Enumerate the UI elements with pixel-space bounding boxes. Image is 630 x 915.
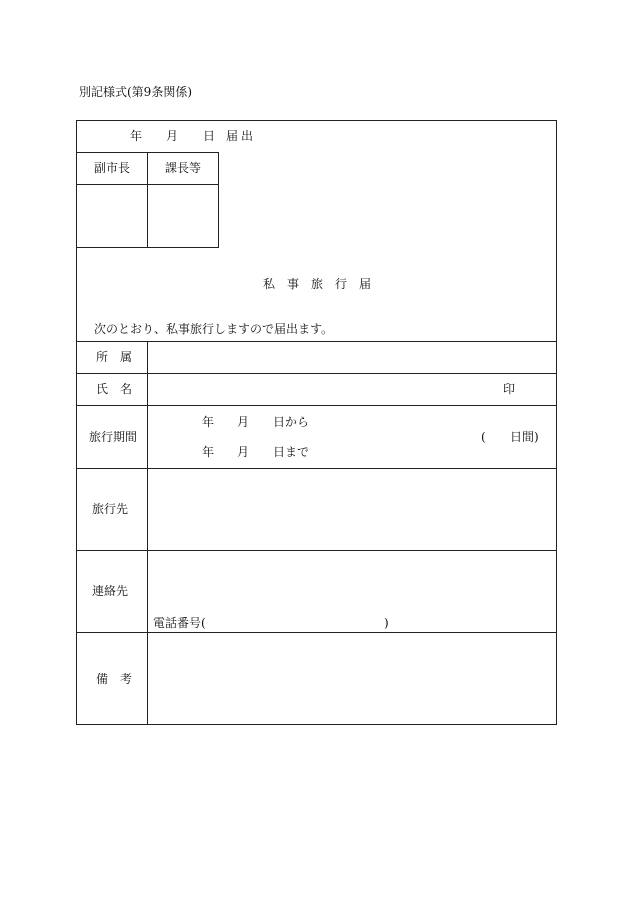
destination-field[interactable] <box>148 469 556 550</box>
frame-bottom <box>76 724 557 725</box>
approval-section-chief-label: 課長等 <box>165 161 202 175</box>
period-days-open-paren: ( <box>481 430 486 444</box>
period-to-month: 月 <box>237 445 250 459</box>
contact-label: 連絡先 <box>92 584 129 598</box>
name-field[interactable] <box>148 374 556 405</box>
header-month-label: 月 <box>166 129 179 143</box>
period-from-month: 月 <box>237 415 250 429</box>
phone-number-field[interactable] <box>210 614 380 630</box>
travel-period-label: 旅行期間 <box>89 430 138 444</box>
remarks-label: 備 考 <box>96 672 133 686</box>
period-days-label: 日間) <box>510 430 539 444</box>
approval-line-right <box>218 152 219 248</box>
name-label: 氏 名 <box>96 382 133 396</box>
frame-top <box>76 120 557 121</box>
seal-mark: 印 <box>503 382 516 396</box>
period-from-suffix: 日から <box>273 415 310 429</box>
header-day-label: 日 <box>203 129 216 143</box>
period-from-year: 年 <box>202 415 215 429</box>
period-to-year: 年 <box>202 445 215 459</box>
destination-label: 旅行先 <box>92 502 129 516</box>
header-year-label: 年 <box>130 129 143 143</box>
form-caption: 別記様式(第9条関係) <box>79 85 192 99</box>
travel-period-field[interactable] <box>148 406 556 468</box>
affiliation-field[interactable] <box>148 342 556 373</box>
period-to-suffix: 日まで <box>273 445 310 459</box>
form-title: 私 事 旅 行 届 <box>263 277 372 291</box>
intro-text: 次のとおり、私事旅行しますので届出ます。 <box>94 322 334 336</box>
phone-number-label: 電話番号( <box>153 616 206 630</box>
remarks-field[interactable] <box>148 633 556 724</box>
header-submitted-label: 届出 <box>226 129 257 143</box>
phone-number-close-paren: ) <box>384 616 389 630</box>
approval-stamp-cell-vice-mayor[interactable] <box>77 185 147 247</box>
approval-vice-mayor-label: 副市長 <box>94 161 131 175</box>
approval-stamp-cell-section-chief[interactable] <box>148 185 218 247</box>
contact-field[interactable] <box>148 551 556 615</box>
affiliation-label: 所 属 <box>96 350 133 364</box>
frame-right <box>556 120 557 725</box>
